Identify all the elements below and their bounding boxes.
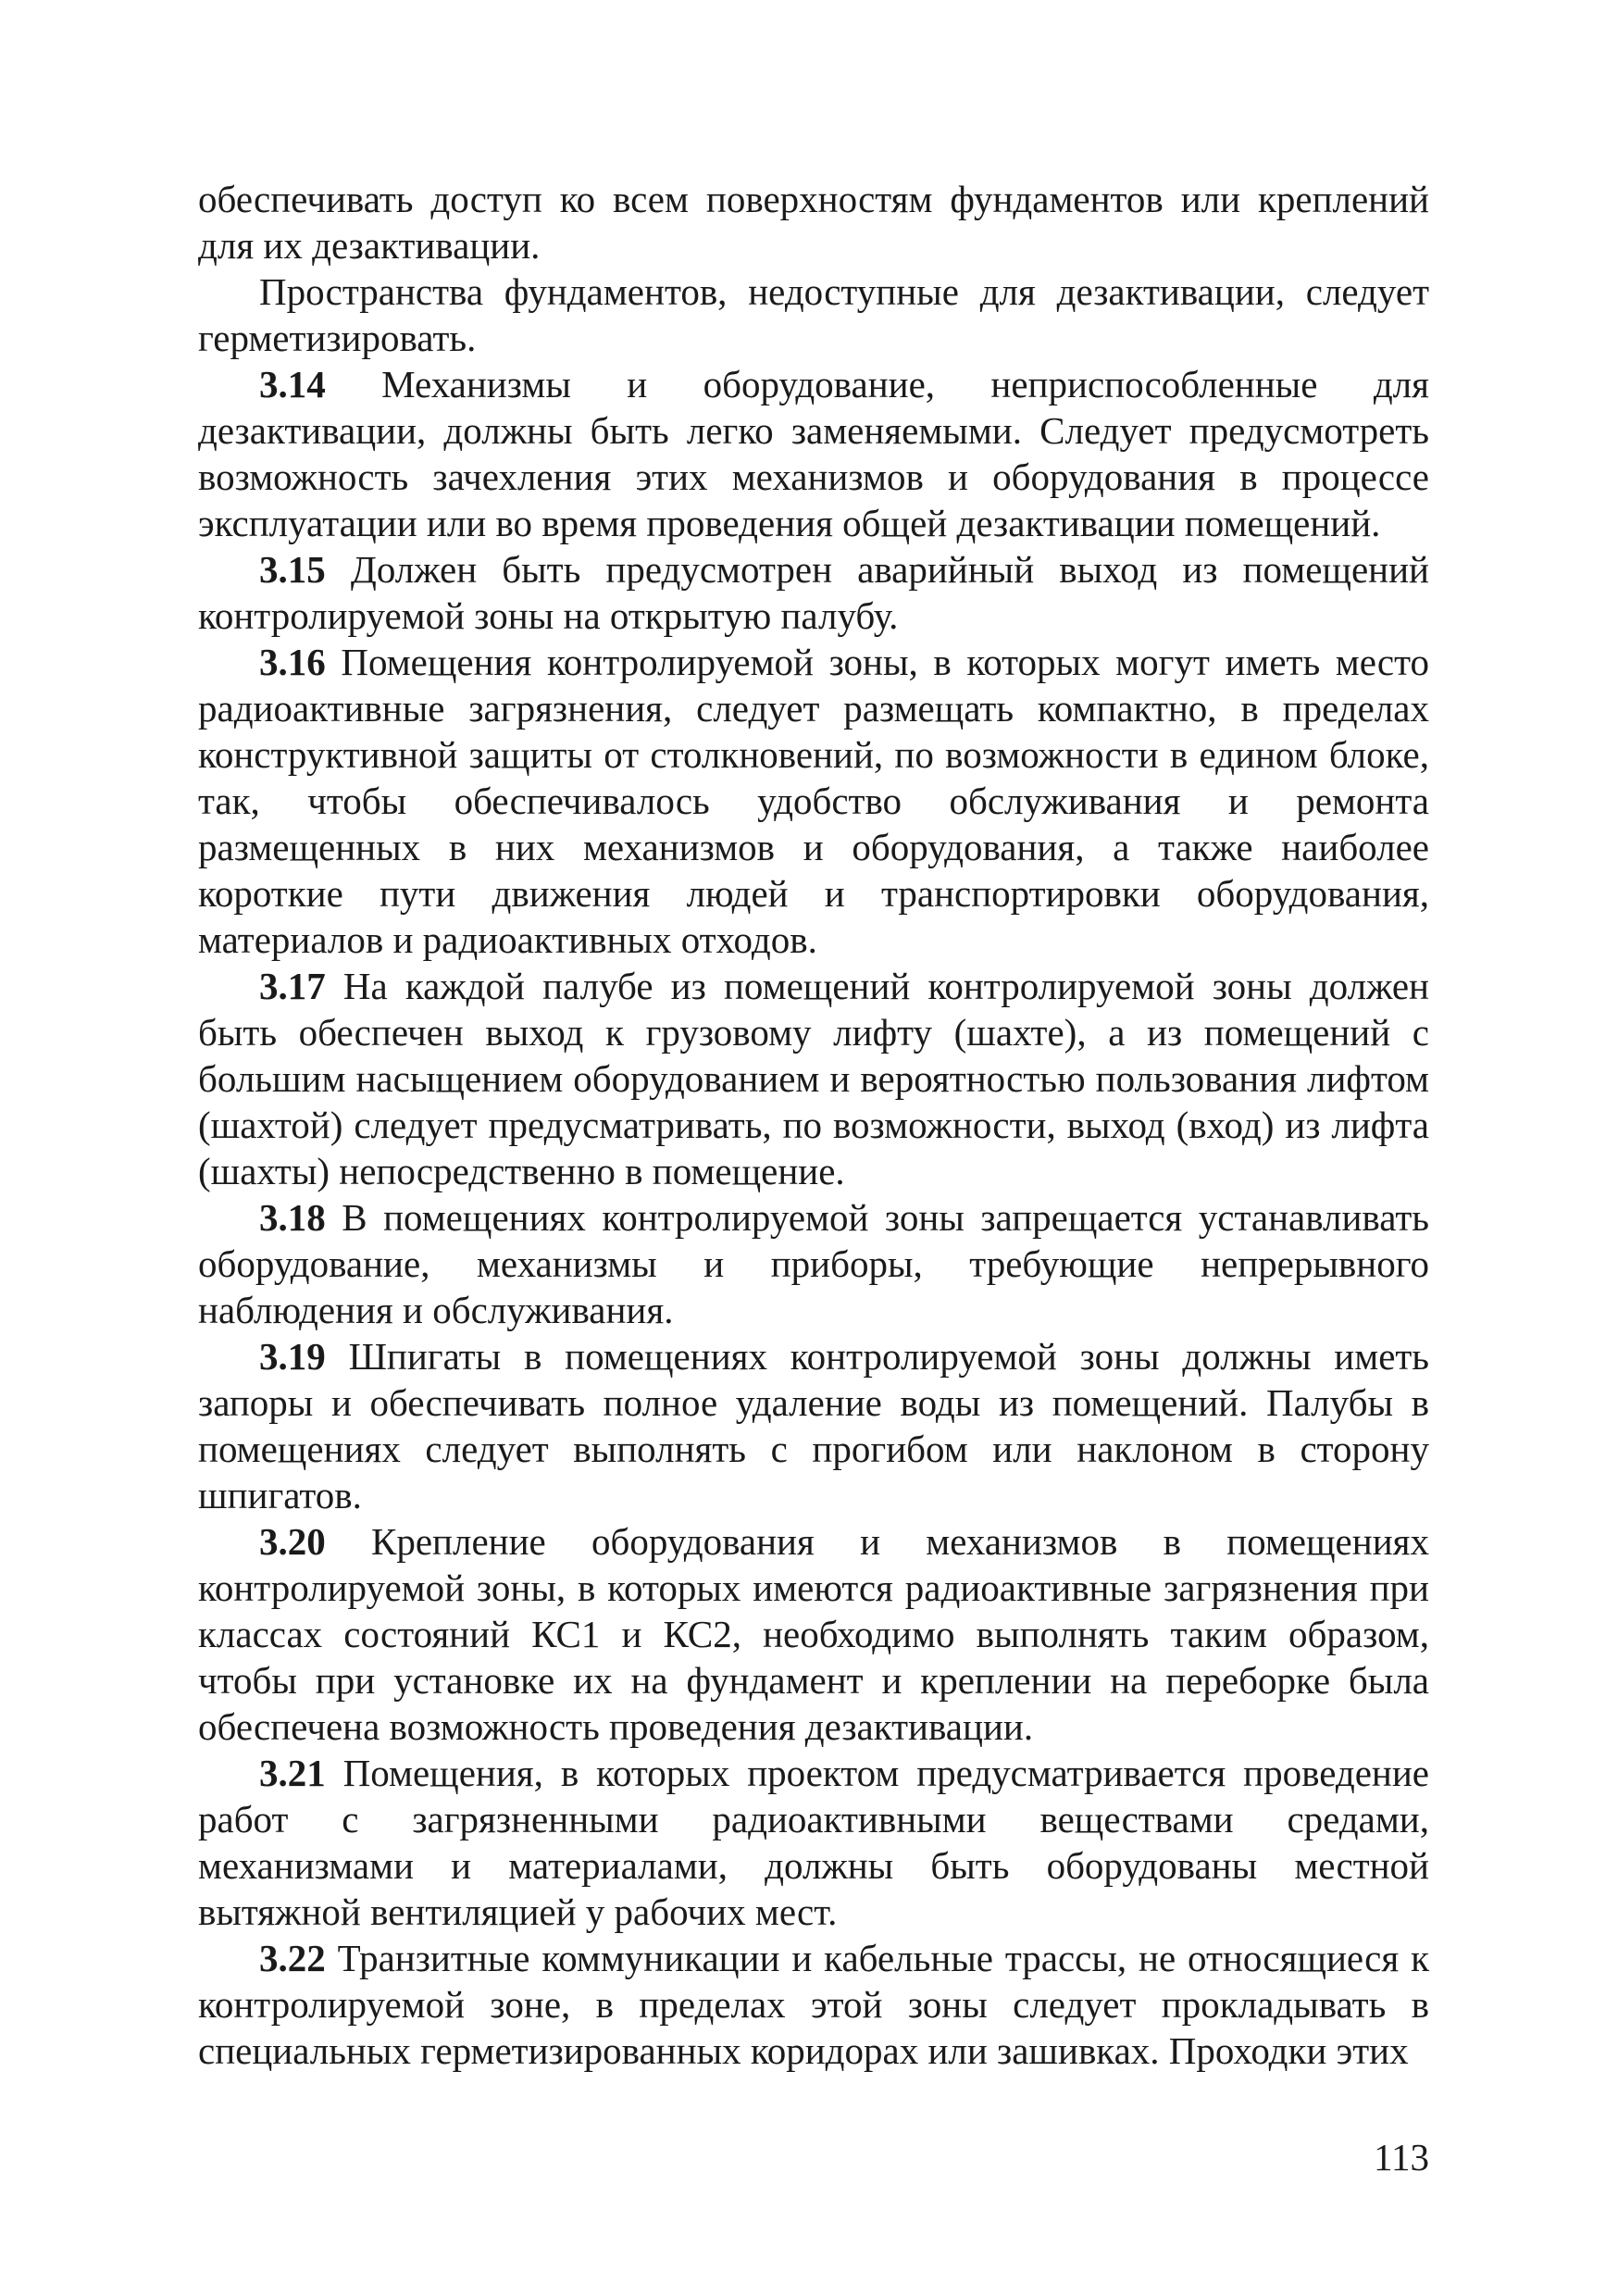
paragraph-text: В помещениях контролируемой зоны запрещается устанавливать оборудование, механизмы и приборы, требующие непрерывного наблюдения и обслуживания. bbox=[198, 1196, 1429, 1331]
paragraph-text: Должен быть предусмотрен аварийный выход из помещений контролируемой зоны на открытую палубу. bbox=[198, 548, 1430, 637]
paragraph-3-20 bbox=[198, 1518, 1429, 1750]
clause-number: 3.20 bbox=[259, 1520, 326, 1563]
clause-number: 3.19 bbox=[259, 1335, 326, 1378]
paragraph-3-21 bbox=[198, 1750, 1429, 1935]
document-page bbox=[198, 176, 1429, 2074]
paragraph-text: Шпигаты в помещениях контролируемой зоны должны иметь запоры и обеспечивать полное удаление воды из помещений. Палубы в помещениях следует выполнять с прогибом или наклоном в сторону шпигатов. bbox=[198, 1335, 1430, 1516]
paragraph-text: Помещения контролируемой зоны, в которых могут иметь место радиоактивные загрязнения, следует размещать компактно, в пределах конструктивной защиты от столкновений, по возможности в едином блоке, так, чтобы обеспечивалось удобство обслуживания и ремонта размещенных в них механизмов и оборудования, а также наиболее короткие пути движения людей и транспортировки оборудования, материалов и радиоактивных отходов. bbox=[198, 641, 1430, 961]
paragraph-text: Крепление оборудования и механизмов в помещениях контролируемой зоны, в которых имеются радиоактивные загрязнения при классах состояний КС1 и КС2, необходимо выполнять таким образом, чтобы при установке их на фундамент и креплении на переборке была обеспечена возможность проведения дезактивации. bbox=[198, 1520, 1429, 1748]
paragraph-foundations bbox=[198, 268, 1429, 361]
paragraph-continuation bbox=[198, 176, 1429, 268]
paragraph-3-17 bbox=[198, 963, 1429, 1194]
clause-number: 3.18 bbox=[259, 1196, 326, 1239]
paragraph-text: обеспечивать доступ ко всем поверхностям фундаментов или креплений для их дезактивации. bbox=[198, 178, 1429, 267]
clause-number: 3.14 bbox=[259, 363, 326, 406]
clause-number: 3.21 bbox=[259, 1752, 326, 1794]
page-number: 113 bbox=[1374, 2136, 1429, 2178]
paragraph-text: Транзитные коммуникации и кабельные трассы, не относящиеся к контролируемой зоне, в пределах этой зоны следует прокладывать в специальных герметизированных коридорах или зашивках. Проходки этих bbox=[198, 1937, 1429, 2072]
paragraph-3-16 bbox=[198, 639, 1429, 963]
paragraph-3-15 bbox=[198, 546, 1429, 639]
paragraph-3-19 bbox=[198, 1333, 1429, 1518]
clause-number: 3.15 bbox=[259, 548, 326, 591]
paragraph-text: Пространства фундаментов, недоступные для дезактивации, следует герметизировать. bbox=[198, 270, 1429, 359]
clause-number: 3.16 bbox=[259, 641, 326, 683]
clause-number: 3.22 bbox=[259, 1937, 326, 1979]
paragraph-3-22 bbox=[198, 1935, 1429, 2074]
clause-number: 3.17 bbox=[259, 965, 326, 1007]
paragraph-3-14 bbox=[198, 361, 1429, 546]
paragraph-text: Помещения, в которых проектом предусматривается проведение работ с загрязненными радиоактивными веществами средами, механизмами и материалами, должны быть оборудованы местной вытяжной вентиляцией у рабочих мест. bbox=[198, 1752, 1430, 1933]
paragraph-text: Механизмы и оборудование, неприспособленные для дезактивации, должны быть легко заменяемыми. Следует предусмотреть возможность зачехления этих механизмов и оборудования в процессе эксплуатации или во время проведения общей дезактивации помещений. bbox=[198, 363, 1429, 544]
paragraph-text: На каждой палубе из помещений контролируемой зоны должен быть обеспечен выход к грузовому лифту (шахте), а из помещений с большим насыщением оборудованием и вероятностью пользования лифтом (шахтой) следует предусматривать, по возможности, выход (вход) из лифта (шахты) непосредственно в помещение. bbox=[198, 965, 1429, 1192]
paragraph-3-18 bbox=[198, 1194, 1429, 1333]
